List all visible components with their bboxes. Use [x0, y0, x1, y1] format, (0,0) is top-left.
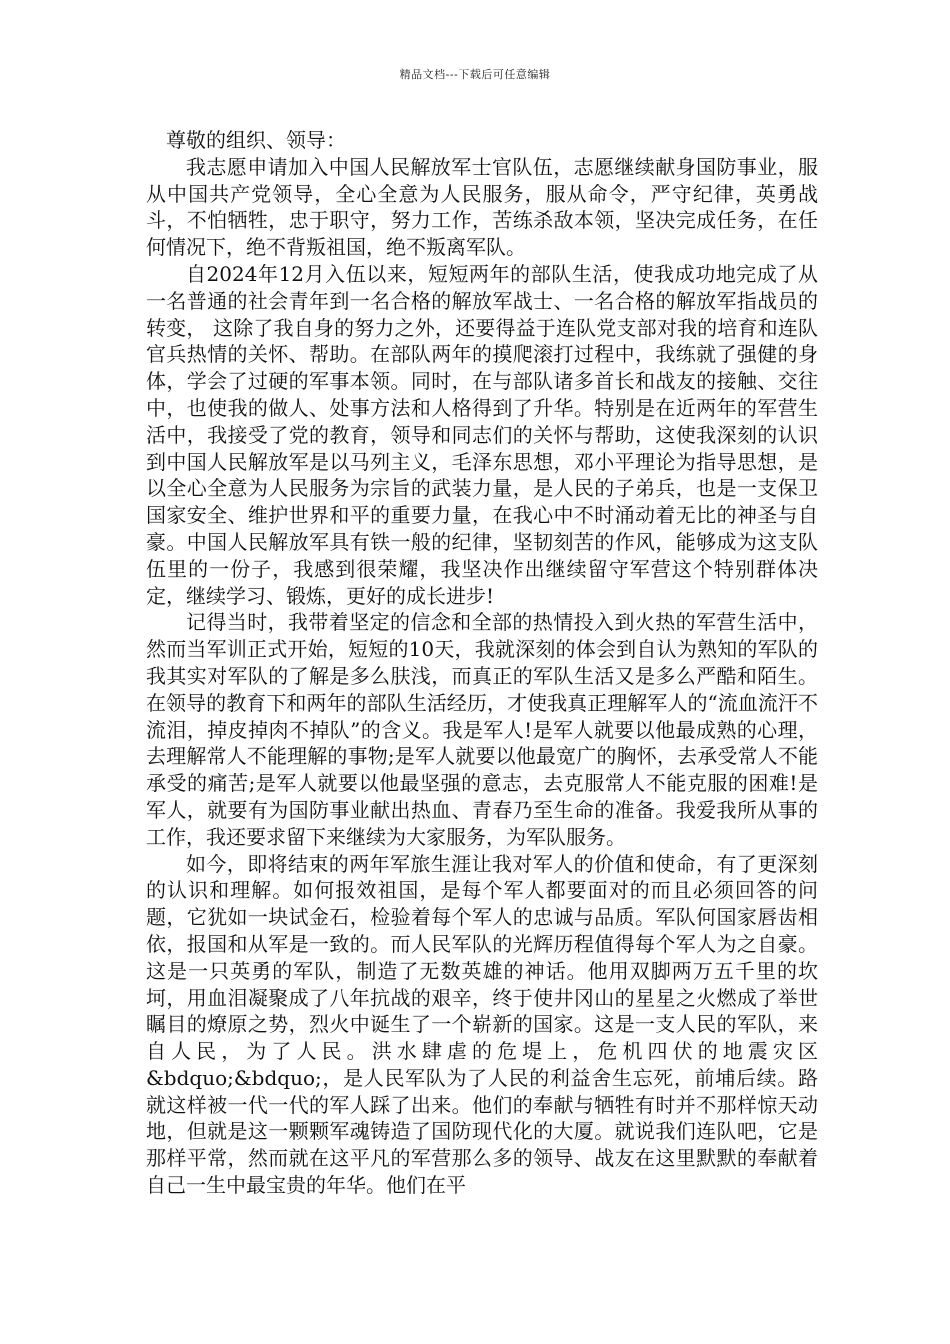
paragraph-3: 记得当时，我带着坚定的信念和全部的热情投入到火热的军营生活中，然而当军训正式开始，短短的10天，我就深刻的体会到自认为熟知的军队的我其实对军队的了解是多么肤浅，而真正的军队生活又是多么严酷和陌生。在领导的教育下和两年的部队生活经历，才使我真正理解军人的“流血流汗不流泪，掉皮掉肉不掉队”的含义。我是军人!是军人就要以他最成熟的心理，去理解常人不能理解的事物;是军人就要以他最宽广的胸怀，去承受常人不能承受的痛苦;是军人就要以他最坚强的意志，去克服常人不能克服的困难!是军人，就要有为国防事业献出热血、青春乃至生命的准备。我爱我所从事的工作，我还要求留下来继续为大家服务，为军队服务。: [146, 610, 818, 849]
paragraph-2: 自2024年12月入伍以来，短短两年的部队生活，使我成功地完成了从一名普通的社会青年到一名合格的解放军战士、一名合格的解放军指战员的转变， 这除了我自身的努力之外，还要得益于连队党支部对我的培育和连队官兵热情的关怀、帮助。在部队两年的摸爬滚打过程中，我练就了强健的身体，学会了过硬的军事本领。同时，在与部队诸多首长和战友的接触、交往中，也使我的做人、处事方法和人格得到了升华。特别是在近两年的军营生活中，我接受了党的教育，领导和同志们的关怀与帮助，这使我深刻的认识到中国人民解放军是以马列主义，毛泽东思想，邓小平理论为指导思想，是以全心全意为人民服务为宗旨的武装力量，是人民的子弟兵，也是一支保卫国家安全、维护世界和平的重要力量，在我心中不时涌动着无比的神圣与自豪。中国人民解放军具有铁一般的纪律，坚韧刻苦的作风，能够成为这支队伍里的一份子，我感到很荣耀，我坚决作出继续留守军营这个特别群体决定，继续学习、锻炼，更好的成长进步!: [146, 261, 818, 608]
letter-body: [146, 127, 818, 1199]
salutation: 尊敬的组织、领导：: [166, 128, 346, 152]
page-header: 精品文档---下载后可任意编辑: [399, 68, 551, 81]
paragraph-1: 我志愿申请加入中国人民解放军士官队伍，志愿继续献身国防事业，服从中国共产党领导，全心全意为人民服务，服从命令，严守纪律，英勇战斗，不怕牺牲，忠于职守，努力工作，苦练杀敌本领，坚决完成任务，在任何情况下，绝不背叛祖国，绝不叛离军队。: [146, 154, 818, 260]
paragraph-4: 如今，即将结束的两年军旅生涯让我对军人的价值和使命，有了更深刻的认识和理解。如何报效祖国，是每个军人都要面对的而且必须回答的问题，它犹如一块试金石，检验着每个军人的忠诚与品质。军队何国家唇齿相依，报国和从军是一致的。而人民军队的光辉历程值得每个军人为之自豪。这是一只英勇的军队，制造了无数英雄的神话。他用双脚两万五千里的坎坷，用血泪凝聚成了八年抗战的艰辛，终于使井冈山的星星之火燃成了举世瞩目的燎原之势，烈火中诞生了一个崭新的国家。这是一支人民的军队，来自人民，为了人民。洪水肆虐的危堤上，危机四伏的地震灾区&bdquo;&bdquo;，是人民军队为了人民的利益舍生忘死，前埔后续。路就这样被一代一代的军人踩了出来。他们的奉献与牺牲有时并不那样惊天动地，但就是这一颗颗军魂铸造了国防现代化的大厦。就说我们连队吧，它是那样平常，然而就在这平凡的军营那么多的领导、战友在这里默默的奉献着自己一生中最宝贵的年华。他们在平: [146, 851, 818, 1198]
